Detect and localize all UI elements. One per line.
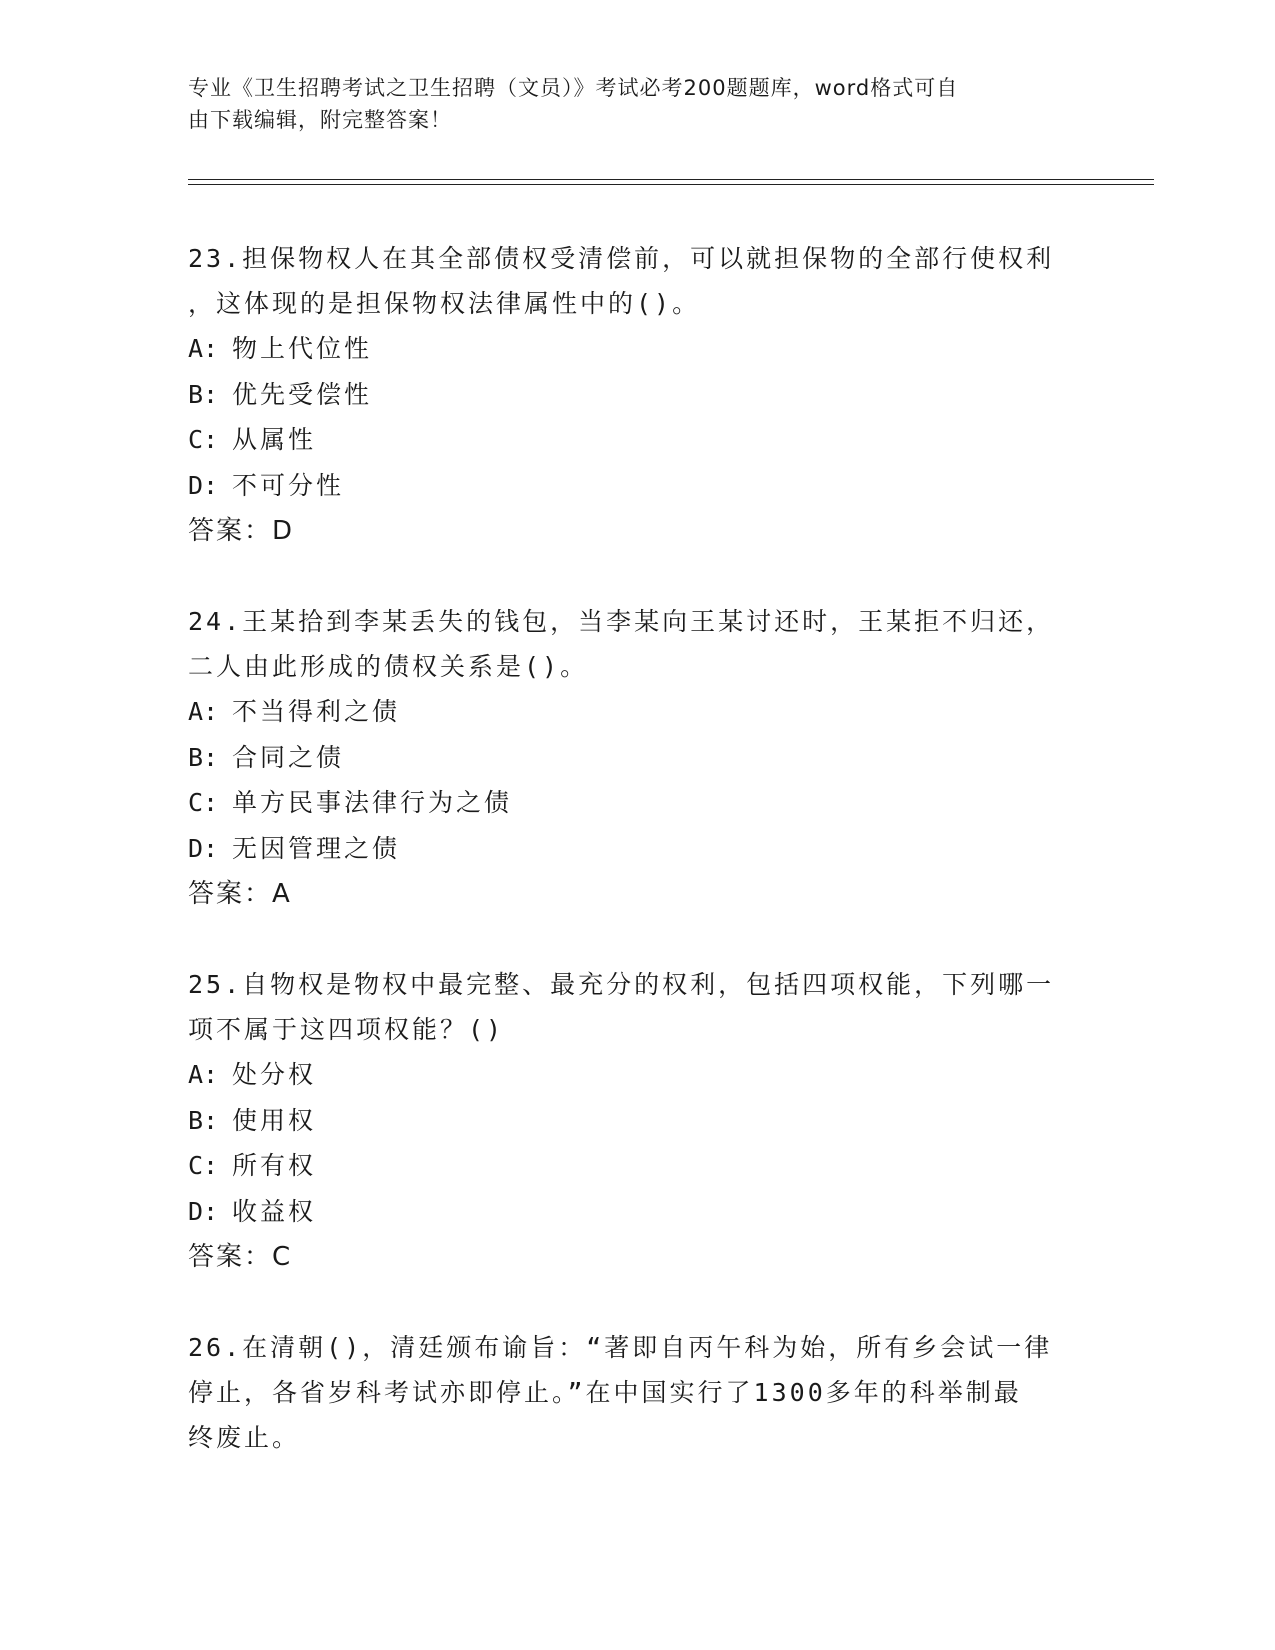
option-b <box>188 372 1088 418</box>
question-stem <box>188 236 1088 326</box>
option-a <box>188 689 1088 735</box>
option-text: 收益权 <box>232 1196 317 1226</box>
option-key: B: <box>188 742 219 772</box>
option-key: C: <box>188 788 219 817</box>
question-stem-line: 24.王某拾到李某丢失的钱包，当李某向王某讨还时，王某拒不归还， <box>188 607 1055 636</box>
question-stem <box>188 599 1088 689</box>
question-stem-line: 项不属于这四项权能？() <box>188 1015 505 1044</box>
option-d <box>188 826 1088 872</box>
option-key: D: <box>188 1196 219 1226</box>
option-key: C: <box>188 425 219 454</box>
answer-line: 答案：A <box>188 879 292 909</box>
answer-line: 答案：D <box>188 516 295 546</box>
option-c <box>188 780 1088 826</box>
header-divider-bottom <box>188 184 1154 185</box>
option-key: B: <box>188 379 219 409</box>
question-stem <box>188 1325 1088 1460</box>
option-text: 不当得利之债 <box>232 697 401 726</box>
question-stem-line: ，这体现的是担保物权法律属性中的()。 <box>188 289 701 318</box>
question-list <box>188 236 1088 1505</box>
header-divider-top <box>188 179 1154 180</box>
header-line-1: 专业《卫生招聘考试之卫生招聘（文员）》考试必考200题题库，word格式可自 <box>188 76 959 100</box>
option-text: 单方民事法律行为之债 <box>232 788 513 817</box>
option-d <box>188 1189 1088 1235</box>
option-text: 合同之债 <box>232 742 345 772</box>
option-c <box>188 1143 1088 1189</box>
answer-line: 答案：C <box>188 1242 293 1272</box>
option-a <box>188 1052 1088 1098</box>
document-header <box>188 72 1068 136</box>
option-text: 无因管理之债 <box>232 833 401 863</box>
question-25 <box>188 962 1088 1280</box>
option-key: B: <box>188 1105 219 1135</box>
question-stem-line: 25.自物权是物权中最完整、最充分的权利，包括四项权能，下列哪一 <box>188 970 1055 999</box>
option-key: A: <box>188 334 219 363</box>
question-stem-line: 二人由此形成的债权关系是()。 <box>188 652 589 681</box>
question-23 <box>188 236 1088 554</box>
question-26 <box>188 1325 1088 1460</box>
option-text: 物上代位性 <box>232 334 373 363</box>
option-key: A: <box>188 1060 219 1089</box>
question-stem-line: 停止，各省岁科考试亦即停止。”在中国实行了1300多年的科举制最 <box>188 1378 1022 1407</box>
option-b <box>188 1098 1088 1144</box>
option-text: 所有权 <box>232 1151 317 1180</box>
option-key: C: <box>188 1151 219 1180</box>
question-stem-line: 26.在清朝()，清廷颁布谕旨：“著即自丙午科为始，所有乡会试一律 <box>188 1333 1053 1362</box>
question-stem <box>188 962 1088 1052</box>
option-d <box>188 463 1088 509</box>
option-key: D: <box>188 833 219 863</box>
option-a <box>188 326 1088 372</box>
question-stem-line: 23.担保物权人在其全部债权受清偿前，可以就担保物的全部行使权利 <box>188 244 1055 273</box>
option-text: 处分权 <box>232 1060 317 1089</box>
option-c <box>188 417 1088 463</box>
question-24 <box>188 599 1088 917</box>
header-line-2: 由下载编辑，附完整答案！ <box>188 108 452 132</box>
option-b <box>188 735 1088 781</box>
option-text: 不可分性 <box>232 470 345 500</box>
option-key: D: <box>188 470 219 500</box>
option-text: 优先受偿性 <box>232 379 373 409</box>
option-key: A: <box>188 697 219 726</box>
option-text: 使用权 <box>232 1105 317 1135</box>
question-stem-line: 终废止。 <box>188 1423 301 1452</box>
option-text: 从属性 <box>232 425 317 454</box>
